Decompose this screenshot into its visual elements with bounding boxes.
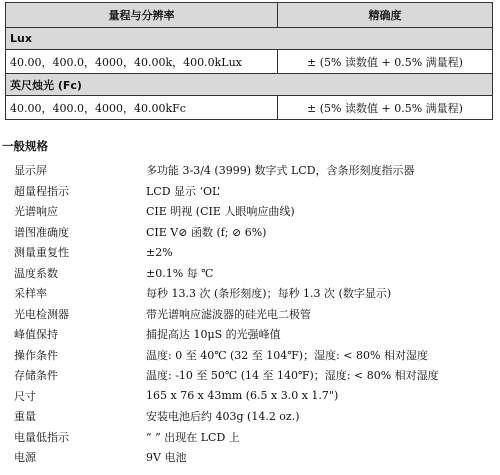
list-item — [14, 263, 494, 284]
spec-value: ±0.1% 每 ℃ — [146, 266, 214, 280]
spec-label: 尺寸 — [14, 389, 36, 403]
section-title: Lux — [6, 28, 493, 50]
section-row-fc — [6, 74, 493, 96]
accuracy-header: 精确度 — [278, 3, 493, 28]
spec-label: 存储条件 — [14, 369, 58, 383]
spec-value: 捕捉高达 10μS 的光强峰值 — [146, 328, 281, 342]
general-specs-heading: 一般规格 — [2, 139, 48, 153]
list-item — [14, 304, 494, 325]
spec-value: 每秒 13.3 次 (条形刻度)；每秒 1.3 次 (数字显示) — [146, 287, 392, 301]
spec-label: 光电检测器 — [14, 307, 69, 321]
list-item — [14, 427, 494, 448]
range-accuracy-table — [5, 2, 493, 120]
list-item — [14, 447, 494, 468]
spec-label: 光谱响应 — [14, 205, 58, 219]
spec-label: 重量 — [14, 410, 36, 424]
list-item — [14, 160, 494, 181]
spec-label: 谱图准确度 — [14, 225, 69, 239]
spec-value: CIE 明视 (CIE 人眼响应曲线) — [146, 205, 295, 219]
list-item — [14, 365, 494, 386]
list-item — [14, 181, 494, 202]
spec-label: 显示屏 — [14, 164, 47, 178]
spec-value: LCD 显示 ‘OL’ — [146, 184, 221, 198]
list-item — [14, 345, 494, 366]
spec-value: 带光谱响应滤波器的硅光电二极管 — [146, 307, 311, 321]
spec-label: 电源 — [14, 451, 36, 465]
accuracy-cell: ± (5% 读数值 + 0.5% 满量程) — [278, 50, 493, 74]
accuracy-cell: ± (5% 读数值 + 0.5% 满量程) — [278, 96, 493, 120]
spec-value: ±2% — [146, 245, 173, 259]
spec-value: “ ” 出现在 LCD 上 — [146, 430, 240, 444]
list-item — [14, 242, 494, 263]
spec-label: 采样率 — [14, 287, 47, 301]
spec-value: 安装电池后约 403g (14.2 oz.) — [146, 410, 300, 424]
spec-label: 电量低指示 — [14, 430, 69, 444]
spec-label: 测量重复性 — [14, 246, 69, 260]
general-specs-list — [14, 160, 494, 468]
table-row — [6, 96, 493, 120]
spec-value: 9V 电池 — [146, 451, 187, 465]
spec-value: 多功能 3-3/4 (3999) 数字式 LCD，含条形刻度指示器 — [146, 164, 415, 178]
table-header-row — [6, 3, 493, 28]
list-item — [14, 283, 494, 304]
list-item — [14, 324, 494, 345]
spec-label: 温度系数 — [14, 266, 58, 280]
range-cell: 40.00，400.0，4000，40.00k，400.0kLux — [6, 50, 278, 74]
list-item — [14, 222, 494, 243]
spec-label: 峰值保持 — [14, 328, 58, 342]
spec-label: 操作条件 — [14, 348, 58, 362]
range-header: 量程与分辨率 — [6, 3, 278, 28]
section-title: 英尺烛光 (Fc) — [6, 74, 493, 96]
list-item — [14, 201, 494, 222]
spec-label: 超量程指示 — [14, 184, 69, 198]
list-item — [14, 386, 494, 407]
spec-value: 165 x 76 x 43mm (6.5 x 3.0 x 1.7") — [146, 389, 339, 403]
spec-value: 温度: -10 至 50℃ (14 至 140℉)；湿度: < 80% 相对湿度 — [146, 369, 439, 383]
list-item — [14, 406, 494, 427]
section-row-lux — [6, 28, 493, 50]
spec-value: CIE V⊘ 函数 (f; ⊘ 6%) — [146, 225, 267, 239]
range-cell: 40.00，400.0，4000，40.00kFc — [6, 96, 278, 120]
table-row — [6, 50, 493, 74]
spec-value: 温度: 0 至 40℃ (32 至 104℉)；湿度: < 80% 相对湿度 — [146, 348, 428, 362]
